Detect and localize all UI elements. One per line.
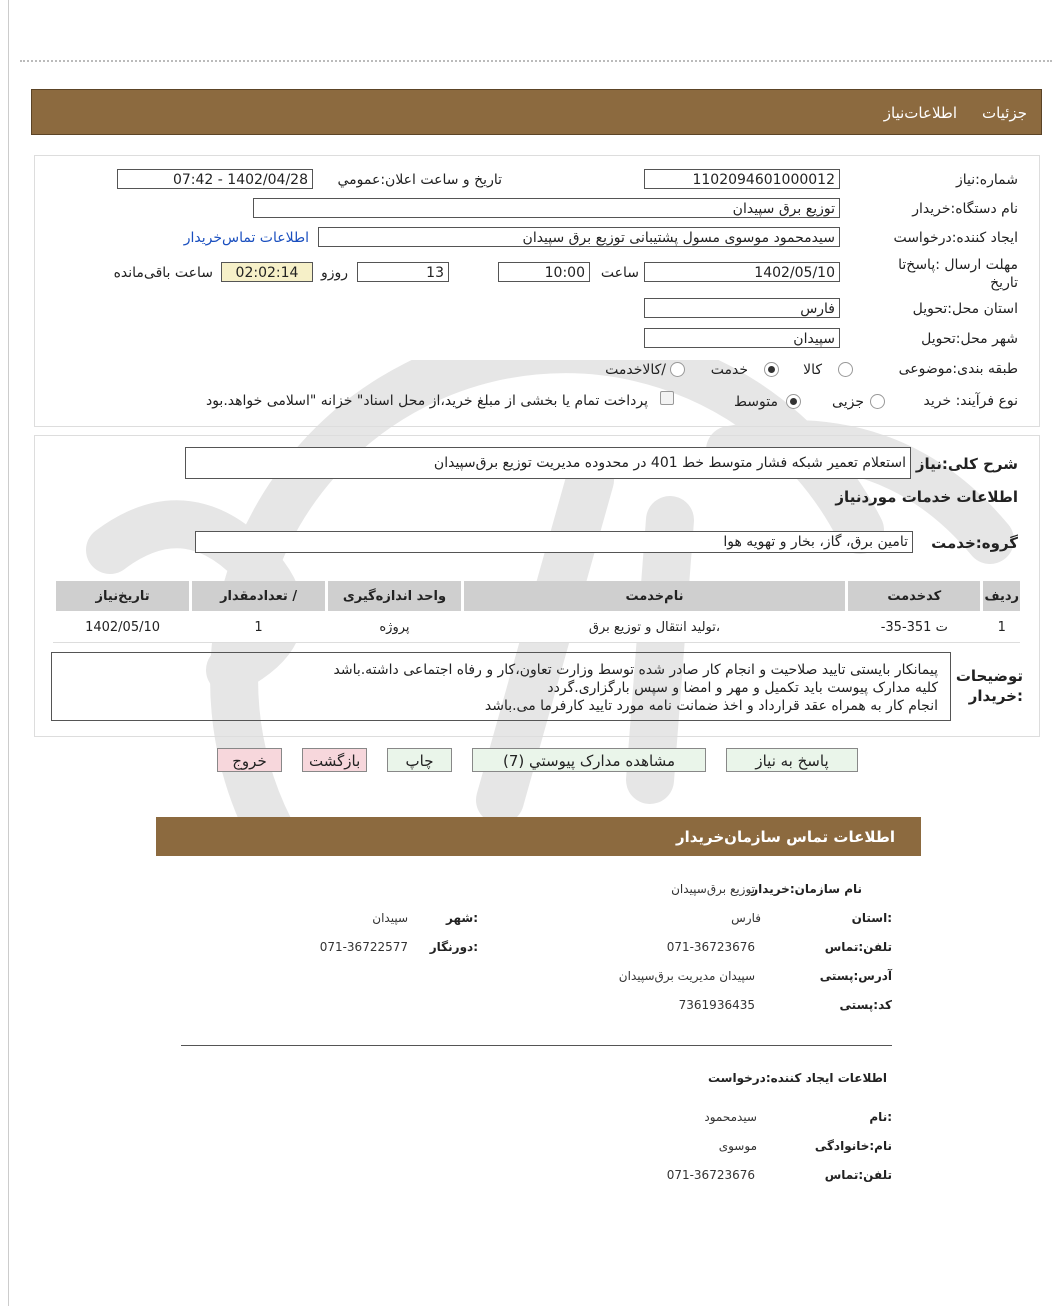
process-label: نوع فرآیند: خرید (923, 393, 1018, 409)
category-goods-service-radio[interactable] (670, 362, 685, 377)
contact-province-label: :استان (851, 911, 892, 925)
col-row: ردیف (982, 581, 1020, 611)
creator-label: ایجاد کننده:درخواست (893, 230, 1018, 246)
back-button[interactable]: بازگشت (302, 748, 367, 772)
need-number-label: شماره:نیاز (955, 172, 1018, 188)
service-group-field: تامین برق، گاز، بخار و تهویه هوا (195, 531, 913, 553)
announce-label: تاریخ و ساعت اعلان:عمومي (337, 172, 502, 188)
contact-postal-label: کد:پستی (839, 998, 892, 1012)
table-row[interactable] (55, 611, 1021, 643)
services-title: اطلاعات خدمات موردنیاز (835, 488, 1018, 506)
category-label: طبقه بندی:موضوعی (898, 361, 1018, 377)
creator-phone-value: 071-36723676 (666, 1168, 755, 1182)
col-unit: واحد اندازه‌گیری (327, 581, 463, 611)
contact-city-value: سپیدان (372, 911, 408, 925)
need-number-field[interactable]: 1102094601000012 (644, 169, 840, 189)
cell-row: 1 (982, 611, 1020, 643)
notes-line-2: کلیه مدارک پیوست باید تکمیل و مهر و امضا و سپس بارگزاری.گردد (547, 680, 938, 696)
creator-info-title: اطلاعات ایجاد کننده:درخواست (707, 1071, 887, 1085)
creator-name-label: :نام (869, 1110, 892, 1124)
days-field[interactable]: 13 (357, 262, 449, 282)
contact-phone-label: تلفن:تماس (824, 940, 892, 954)
contact-province-value: فارس (731, 911, 761, 925)
deadline-label: مهلت ارسال :پاسخ‌تا تاریخ (898, 257, 1018, 291)
contact-title: اطلاعات تماس سازمان‌خریدار (675, 828, 895, 846)
print-button[interactable]: چاپ (387, 748, 452, 772)
creator-family-value: موسوی (718, 1139, 757, 1153)
creator-field[interactable]: سیدمحمود موسوی مسول پشتیبانی توزیع برق سپیدان (318, 227, 840, 247)
notes-line-3: انجام کار به همراه عقد قرارداد و اخذ ضمانت نامه مورد تایید کارفرما می.باشد (484, 698, 938, 714)
treasury-payment-checkbox[interactable] (660, 391, 674, 405)
reply-button[interactable]: پاسخ به نیاز (726, 748, 858, 772)
buyer-contact-link[interactable]: اطلاعات تماس‌خریدار (183, 230, 309, 246)
org-value: توزیع برق‌سپیدان (671, 882, 755, 896)
col-name: نام‌خدمت (462, 581, 846, 611)
cell-unit: پروژه (327, 611, 463, 643)
category-service-radio[interactable] (764, 362, 779, 377)
contact-fax-value: 071-36722577 (319, 940, 408, 954)
exit-button[interactable]: خروج (217, 748, 282, 772)
service-group-label: گروه:خدمت (931, 534, 1018, 552)
view-attachments-button[interactable]: مشاهده مدارک پیوستي (7) (472, 748, 706, 772)
cell-name: ،تولید انتقال و توزیع برق (462, 611, 846, 643)
contact-city-label: :شهر (446, 911, 478, 925)
tab-need-info[interactable]: اطلاعات‌نیاز (883, 104, 957, 122)
category-service-label: خدمت (710, 362, 748, 378)
services-table (53, 581, 1020, 643)
process-medium-label: متوسط (734, 394, 778, 410)
contact-phone-value: 071-36723676 (666, 940, 755, 954)
buyer-label: نام دستگاه:خریدار (912, 201, 1018, 217)
cell-code: ت 351-35- (847, 611, 982, 643)
tab-details[interactable]: جزئیات (982, 104, 1027, 122)
category-goods-service-label: /کالاخدمت (605, 362, 666, 378)
contact-header-bar (156, 817, 921, 856)
days-label: روزو (320, 265, 348, 281)
city-label: شهر محل:تحویل (921, 331, 1018, 347)
col-date: تاریخ‌نیاز (55, 581, 191, 611)
deadline-time-field[interactable]: 10:00 (498, 262, 590, 282)
contact-address-value: سپیدان مدیریت برق‌سپیدان (618, 969, 755, 983)
buyer-field[interactable]: توزیع برق سپیدان (253, 198, 840, 218)
time-label: ساعت (600, 265, 639, 281)
category-goods-radio[interactable] (838, 362, 853, 377)
notes-label-1: توضیحات (955, 667, 1023, 685)
notes-label-2: :خریدار (968, 687, 1023, 705)
province-label: استان محل:تحویل (912, 301, 1018, 317)
process-minor-label: جزیی (832, 394, 864, 410)
description-label: شرح کلی:نیاز (915, 455, 1018, 473)
deadline-date-field[interactable]: 1402/05/10 (644, 262, 840, 282)
cell-qty: 1 (191, 611, 327, 643)
top-dotted-divider (20, 60, 1052, 62)
remaining-label: ساعت باقی‌مانده (113, 265, 213, 281)
city-field[interactable]: سپیدان (644, 328, 840, 348)
province-field[interactable]: فارس (644, 298, 840, 318)
col-qty: / تعدادمقدار (191, 581, 327, 611)
left-border (8, 0, 9, 1306)
process-medium-radio[interactable] (786, 394, 801, 409)
creator-phone-label: تلفن:تماس (824, 1168, 892, 1182)
remaining-time-field: 02:02:14 (221, 262, 313, 282)
contact-postal-value: 7361936435 (678, 998, 755, 1012)
announce-field[interactable]: 1402/04/28 - 07:42 (117, 169, 313, 189)
contact-address-label: آدرس:پستی (819, 969, 892, 983)
contact-fax-label: :دورنگار (429, 940, 478, 954)
org-label: نام سازمان:خریدار (751, 882, 862, 896)
col-code: کدخدمت (847, 581, 982, 611)
cell-date: 1402/05/10 (55, 611, 191, 643)
category-goods-label: کالا (803, 362, 822, 378)
table-bottom-line (53, 642, 1020, 643)
table-header-row (55, 581, 1021, 611)
header-bar (31, 89, 1042, 135)
contact-divider (181, 1045, 892, 1046)
treasury-payment-note: پرداخت تمام یا بخشی از مبلغ خرید،از محل اسناد" خزانه "اسلامی خواهد.بود (205, 393, 648, 409)
notes-box (51, 652, 951, 721)
description-field: استعلام تعمیر شبکه فشار متوسط خط 401 در محدوده مدیریت توزیع برق‌سپیدان (185, 447, 911, 479)
notes-line-1: پیمانکار بایستی تایید صلاحیت و انجام کار صادر شده توسط وزارت تعاون،کار و رفاه اجتماعی داشته.باشد (333, 662, 938, 678)
creator-family-label: نام:خانوادگی (814, 1139, 892, 1153)
process-minor-radio[interactable] (870, 394, 885, 409)
creator-name-value: سیدمحمود (704, 1110, 757, 1124)
